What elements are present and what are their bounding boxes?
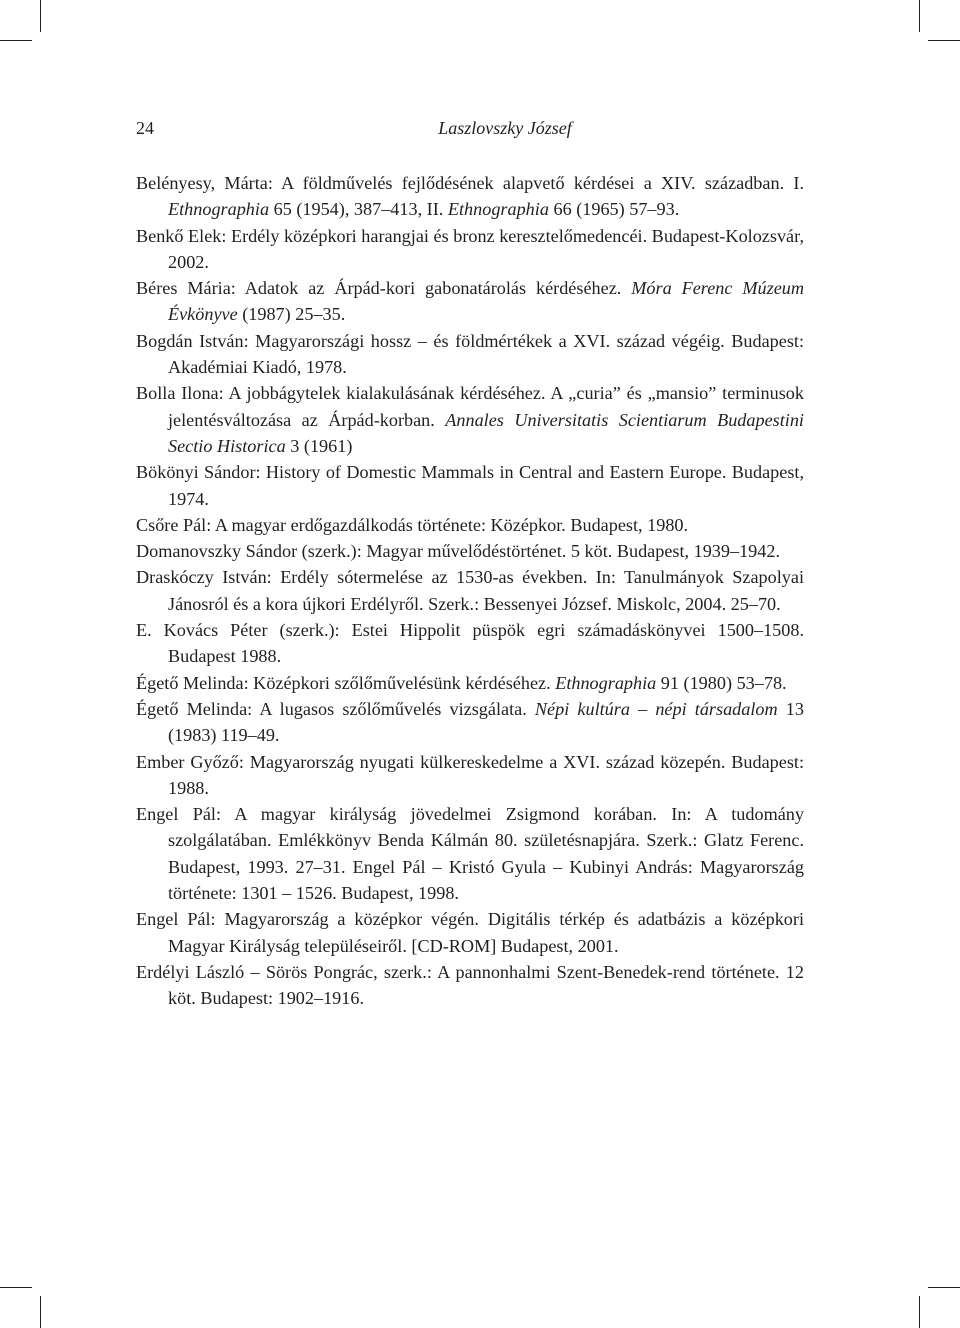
entry-text: 65 (1954), 387–413, II. xyxy=(269,199,448,220)
crop-mark-bottom-right-horizontal xyxy=(928,1287,960,1288)
entry-text: (1987) 25–35. xyxy=(237,304,346,325)
bibliography-entry xyxy=(136,749,804,802)
entry-text: Béres Mária: Adatok az Árpád-kori gabonatárolás kérdéséhez. xyxy=(136,278,632,299)
entry-text: Ember Győző: Magyarország nyugati külkereskedelme a XVI. század közepén. Budapest: 1988. xyxy=(136,751,804,798)
entry-text: Bökönyi Sándor: History of Domestic Mammals in Central and Eastern Europe. Budapest, 1974. xyxy=(136,462,804,509)
entry-text: Engel Pál: Magyarország a középkor végén. Digitális térkép és adatbázis a középkori Magyar Királyság településeiről. [CD-ROM] Budapest, 2001. xyxy=(136,909,804,956)
bibliography-entry xyxy=(136,328,804,381)
bibliography-entry xyxy=(136,801,804,906)
bibliography-entry xyxy=(136,512,804,538)
bibliography-entry xyxy=(136,696,804,749)
page-number: 24 xyxy=(136,118,154,138)
running-head: Laszlovszky József xyxy=(438,118,572,138)
bibliography-entry xyxy=(136,170,804,223)
entry-text: Erdélyi László – Sörös Pongrác, szerk.: A pannonhalmi Szent-Benedek-rend története. 12 köt. Budapest: 1902–1916. xyxy=(136,961,804,1009)
bibliography-entry xyxy=(136,617,804,670)
crop-mark-top-left-vertical xyxy=(40,0,41,32)
entry-title-italic: Ethnographia xyxy=(447,199,549,220)
bibliography-entry xyxy=(136,459,804,512)
crop-mark-bottom-right-vertical xyxy=(919,1296,920,1328)
entry-text: E. Kovács Péter (szerk.): Estei Hippolit püspök egri számadáskönyvei 1500–1508. Budapest 1988. xyxy=(136,620,804,667)
entry-text: Domanovszky Sándor (szerk.): Magyar művelődéstörténet. 5 köt. Budapest, 1939–1942. xyxy=(136,541,781,562)
bibliography-entry xyxy=(136,906,804,959)
entry-text: Benkő Elek: Erdély középkori harangjai és bronz keresztelőmedencéi. Budapest-Kolozsvár, 2002. xyxy=(136,225,804,272)
entry-text: 13 (1983) 119–49. xyxy=(168,698,804,746)
entry-text: Engel Pál: A magyar királyság jövedelmei Zsigmond korában. In: A tudomány szolgálatában. Emlékkönyv Benda Kálmán 80. születésnapjára. Szerk.: Glatz Ferenc. Budapest, 1993. 27–31. Engel Pál – Kristó Gyula – Kubinyi András: Magyarország története: 1301 – 1526. Budapest, 1998. xyxy=(136,804,804,904)
entry-title-italic: Ethnographia xyxy=(555,672,657,693)
bibliography-list xyxy=(136,170,804,1012)
entry-text: Draskóczy István: Erdély sótermelése az 1530-as években. In: Tanulmányok Szapolyai Jánosról és a kora újkori Erdélyről. Szerk.: Bessenyei József. Miskolc, 2004. 25–70. xyxy=(136,567,804,614)
bibliography-entry xyxy=(136,538,804,564)
bibliography-entry xyxy=(136,959,804,1012)
entry-text: 66 (1965) 57–93. xyxy=(548,199,680,220)
entry-title-italic: Népi kultúra – népi társadalom xyxy=(534,698,778,719)
entry-text: Égető Melinda: A lugasos szőlőművelés vizsgálata. xyxy=(136,698,535,719)
page-header xyxy=(136,118,804,142)
bibliography-entry xyxy=(136,275,804,328)
crop-mark-bottom-left-horizontal xyxy=(0,1287,32,1288)
entry-title-italic: Móra Ferenc Múzeum Évkönyve xyxy=(168,278,804,325)
entry-text: Égető Melinda: Középkori szőlőművelésünk kérdéséhez. xyxy=(136,672,556,693)
entry-text: Bolla Ilona: A jobbágytelek kialakulásának kérdéséhez. A „curia” és „mansio” terminusok jelentésváltozása az Árpád-korban. xyxy=(136,383,804,430)
crop-mark-top-right-vertical xyxy=(919,0,920,32)
entry-text: 91 (1980) 53–78. xyxy=(656,672,787,693)
bibliography-entry xyxy=(136,380,804,459)
entry-text: Csőre Pál: A magyar erdőgazdálkodás története: Középkor. Budapest, 1980. xyxy=(136,514,689,535)
bibliography-entry xyxy=(136,670,804,696)
entry-title-italic: Ethnographia xyxy=(168,199,270,220)
entry-text: 3 (1961) xyxy=(285,435,353,456)
crop-mark-bottom-left-vertical xyxy=(40,1296,41,1328)
entry-title-italic: Annales Universitatis Scientiarum Budapestini Sectio Historica xyxy=(168,409,804,456)
crop-mark-top-left-horizontal xyxy=(0,40,32,41)
bibliography-entry xyxy=(136,223,804,276)
bibliography-entry xyxy=(136,564,804,617)
entry-text: Bogdán István: Magyarországi hossz – és földmértékek a XVI. század végéig. Budapest: Akadémiai Kiadó, 1978. xyxy=(136,330,804,378)
crop-mark-top-right-horizontal xyxy=(928,40,960,41)
entry-text: Belényesy, Márta: A földművelés fejlődésének alapvető kérdései a XIV. században. I. xyxy=(136,173,804,193)
